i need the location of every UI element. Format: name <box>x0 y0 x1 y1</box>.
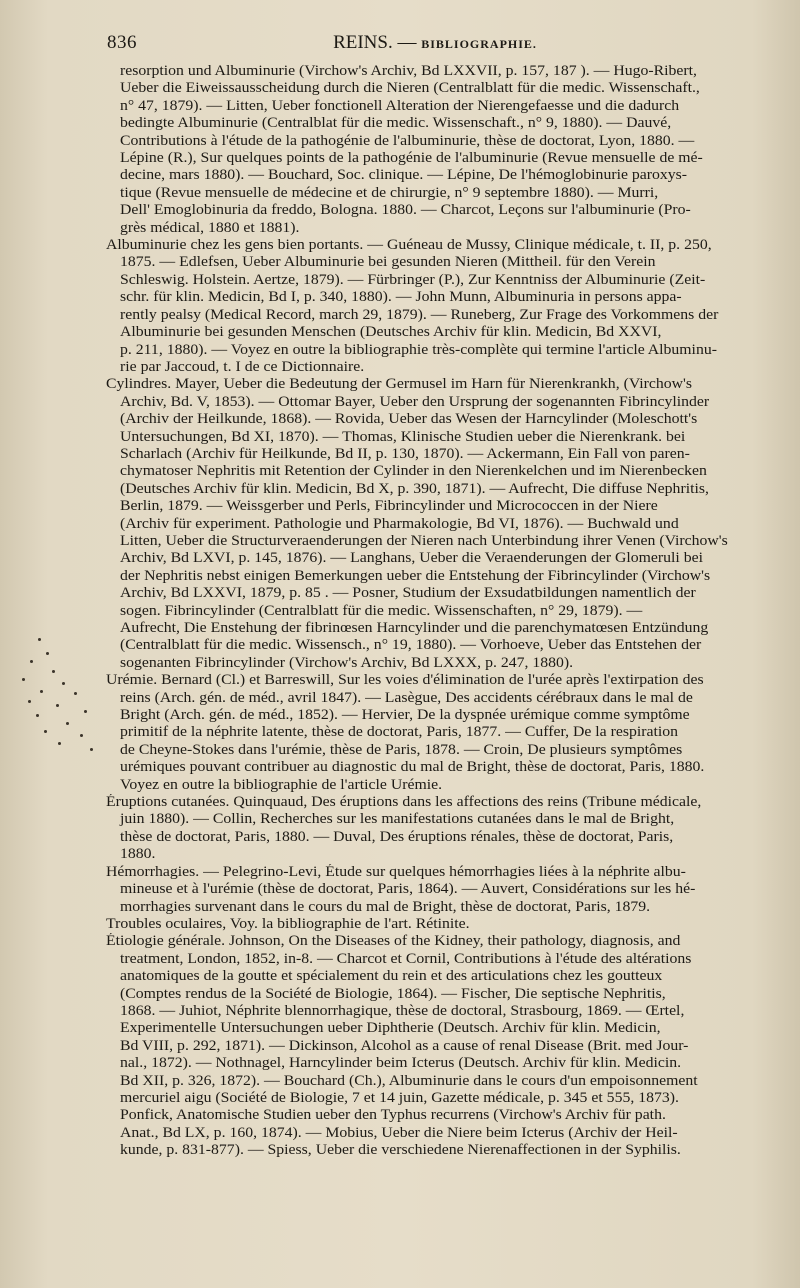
entry-first-line: Troubles oculaires, Voy. la bibliographie de l'art. Rétinite. <box>106 915 470 932</box>
text-line: Berlin, 1879. — Weissgerber und Perls, Fibrincylinder und Micrococcen in der Niere <box>120 498 658 515</box>
entry-first-line: Hémorrhagies. — Pelegrino-Levi, Étude sur quelques hémorrhagies liées à la néphrite albu- <box>106 863 686 880</box>
text-line: sogen. Fibrincylinder (Centralblatt für die medic. Wissenschaften, n° 29, 1879). — <box>120 602 643 619</box>
text-line: urémiques pouvant contribuer au diagnostic du mal de Bright, thèse de doctorat, Paris, 1880. <box>120 759 705 776</box>
text-line: Aufrecht, Die Enstehung der fibrinœsen Harncylinder und die parenchymatœsen Entzündung <box>120 620 709 636</box>
text-line: Anat., Bd LX, p. 160, 1874). — Mobius, Ueber die Niere beim Icterus (Archiv der Heil- <box>120 1124 678 1141</box>
text-line: 1880. <box>120 846 156 863</box>
text-line: Archiv, Bd. V, 1853). — Ottomar Bayer, Ueber den Ursprung der sogenannten Fibrincylinder <box>120 393 710 410</box>
entry-first-line: Éruptions cutanées. Quinquaud, Des éruptions dans les affections des reins (Tribune médicale, <box>106 794 702 811</box>
text-line: (Archiv für experiment. Pathologie und Pharmakologie, Bd VI, 1876). — Buchwald und <box>120 515 679 532</box>
text-line: sogenanten Fibrincylinder (Virchow's Archiv, Bd LXXX, p. 247, 1880). <box>120 654 574 671</box>
text-line: de Cheyne-Stokes dans l'urémie, thèse de Paris, 1878. — Croin, De plusieurs symptômes <box>120 741 683 758</box>
text-line: Contributions à l'étude de la pathogénie de l'albuminurie, thèse de doctorat, Lyon, 1880. — <box>120 132 695 149</box>
text-line: Albuminurie bei gesunden Menschen (Deutsches Archiv für klin. Medicin, Bd XXVI, <box>120 324 662 341</box>
text-line: (Comptes rendus de la Société de Biologie, 1864). — Fischer, Die septische Nephritis, <box>120 985 666 1002</box>
text-line: schr. für klin. Medicin, Bd I, p. 340, 1880). — John Munn, Albuminuria in persons appa- <box>120 289 682 306</box>
text-line: rie par Jaccoud, t. I de ce Dictionnaire. <box>120 358 365 375</box>
text-line: grès médical, 1880 et 1881). <box>120 219 300 236</box>
text-line: bedingte Albuminurie (Centralblat für die medic. Wissenschaft., n° 9, 1880). — Dauvé, <box>120 115 672 132</box>
text-line: Archiv, Bd LXVI, p. 145, 1876). — Langhans, Ueber die Veraenderungen der Glomeruli bei <box>120 550 704 567</box>
text-line: Ponfick, Anatomische Studien ueber den Typhus recurrens (Virchow's Archiv für path. <box>120 1107 666 1124</box>
text-line: (Deutsches Archiv für klin. Medicin, Bd X, p. 390, 1871). — Aufrecht, Die diffuse Nephritis, <box>120 480 709 497</box>
text-line: (Archiv der Heilkunde, 1868). — Rovida, Ueber das Wesen der Harncylinder (Moleschott's <box>120 411 698 428</box>
text-line: Scharlach (Archiv für Heilkunde, Bd II, p. 130, 1870). — Ackermann, Ein Fall von paren- <box>120 445 690 462</box>
title-dash: — <box>392 32 422 53</box>
entry-first-line: Albuminurie chez les gens bien portants. — Guéneau de Mussy, Clinique médicale, t. II, p. 250, <box>106 237 712 254</box>
text-line: Untersuchungen, Bd XI, 1870). — Thomas, Klinische Studien ueber die Nierenkrank. bei <box>120 428 686 445</box>
text-line: Schleswig. Holstein. Aertze, 1879). — Fürbringer (P.), Zur Kenntniss der Albuminurie (Zeit- <box>120 271 706 288</box>
text-line: primitif de la néphrite latente, thèse de doctorat, Paris, 1877. — Cuffer, De la respiration <box>120 724 679 741</box>
text-line: Bd XII, p. 326, 1872). — Bouchard (Ch.), Albuminurie dans le cours d'un empoisonnement <box>120 1072 698 1089</box>
text-line: (Centralblatt für die medic. Wissensch., n° 19, 1880). — Vorhoeve, Ueber das Entstehen der <box>120 637 702 654</box>
text-line: anatomiques de la goutte et spécialement du rein et des articulations chez les goutteux <box>120 968 663 985</box>
entry-first-line: Étiologie générale. Johnson, On the Diseases of the Kidney, their pathology, diagnosis, and <box>106 933 681 950</box>
text-line: tique (Revue mensuelle de médecine et de chirurgie, n° 9 septembre 1880). — Murri, <box>120 184 659 201</box>
text-line: Lépine (R.), Sur quelques points de la pathogénie de l'albuminurie (Revue mensuelle de mé- <box>120 150 703 167</box>
text-line: nal., 1872). — Nothnagel, Harncylinder beim Icterus (Deutsch. Archiv für klin. Medicin. <box>120 1055 682 1072</box>
text-line: 1875. — Edlefsen, Ueber Albuminurie bei gesunden Nieren (Mittheil. für den Verein <box>120 254 656 271</box>
text-line: Voyez en outre la bibliographie de l'article Urémie. <box>120 776 443 793</box>
text-line: mineuse et à l'urémie (thèse de doctorat, Paris, 1864). — Auvert, Considérations sur les hé- <box>120 881 696 898</box>
text-line: Litten, Ueber die Structurveraenderungen der Nieren nach Unterbindung ihrer Venen (Virchow's <box>120 532 728 549</box>
entry-first-line: Urémie. Bernard (Cl.) et Barreswill, Sur les voies d'élimination de l'urée après l'extirpation des <box>106 672 704 689</box>
text-line: Ueber die Eiweissausscheidung durch die Nieren (Centralblatt für die medic. Wissenschaft., <box>120 80 700 97</box>
text-line: decine, mars 1880). — Bouchard, Soc. clinique. — Lépine, De l'hémoglobinurie paroxys- <box>120 167 688 184</box>
section-title: REINS. <box>333 32 393 53</box>
text-line: 1868. — Juhiot, Néphrite blennorrhagique, thèse de doctoral, Strasbourg, 1869. — Œrtel, <box>120 1002 685 1019</box>
text-line: chymatoser Nephritis mit Retention der Cylinder in den Nierenkelchen und im Nierenbecken <box>120 463 707 480</box>
text-line: Archiv, Bd LXXVI, 1879, p. 85 . — Posner, Studium der Exsudatbildungen namentlich der <box>120 585 696 602</box>
text-line: Bd VIII, p. 292, 1871). — Dickinson, Alcohol as a cause of renal Disease (Brit. med Jour- <box>120 1037 689 1054</box>
entry-first-line: Cylindres. Mayer, Ueber die Bedeutung der Germusel im Harn für Nierenkrankh, (Virchow's <box>106 376 693 393</box>
text-line: juin 1880). — Collin, Recherches sur les manifestations cutanées dans le mal de Bright, <box>120 811 675 828</box>
text-line: treatment, London, 1852, in-8. — Charcot et Cornil, Contributions à l'étude des altérations <box>120 950 692 967</box>
bibliography-text <box>106 63 773 1160</box>
text-line: thèse de doctorat, Paris, 1880. — Duval, Des éruptions rénales, thèse de doctorat, Paris, <box>120 828 674 845</box>
text-line: n° 47, 1879). — Litten, Ueber fonctionell Alteration der Nierengefaesse und die dadurch <box>120 97 680 114</box>
margin-specks <box>0 630 100 770</box>
text-line: Dell' Emoglobinuria da freddo, Bologna. 1880. — Charcot, Leçons sur l'albuminurie (Pro- <box>120 202 691 219</box>
text-line: Experimentelle Untersuchungen ueber Diphtherie (Deutsch. Archiv für klin. Medicin, <box>120 1020 661 1037</box>
text-line: Bright (Arch. gén. de méd., 1852). — Hervier, De la dyspnée urémique comme symptôme <box>120 707 690 724</box>
text-line: rently pealsy (Medical Record, march 29, 1879). — Runeberg, Zur Frage des Vorkommens der <box>120 306 719 323</box>
page-number: 836 <box>107 32 137 53</box>
text-line: kunde, p. 831-877). — Spiess, Ueber die verschiedene Nierenaffectionen in der Syphilis. <box>120 1142 681 1159</box>
running-header <box>105 30 765 58</box>
text-line: reins (Arch. gén. de méd., avril 1847). — Lasègue, Des accidents cérébraux dans le mal de <box>120 689 693 706</box>
text-line: resorption und Albuminurie (Virchow's Archiv, Bd LXXVII, p. 157, 187 ). — Hugo-Ribert, <box>120 63 697 79</box>
text-line: mercuriel aigu (Société de Biologie, 7 et 14 juin, Gazette médicale, p. 345 et 555, 1873). <box>120 1089 679 1106</box>
section-subtitle: BIBLIOGRAPHIE. <box>421 37 537 51</box>
text-line: der Nephritis nebst einigen Bemerkungen ueber die Entstehung der Fibrincylinder (Virchow's <box>120 567 711 584</box>
running-title <box>105 32 765 54</box>
text-line: morrhagies survenant dans le cours du mal de Bright, thèse de doctorat, Paris, 1879. <box>120 898 651 915</box>
text-line: p. 211, 1880). — Voyez en outre la bibliographie très-complète qui termine l'article Albuminu- <box>120 341 717 358</box>
